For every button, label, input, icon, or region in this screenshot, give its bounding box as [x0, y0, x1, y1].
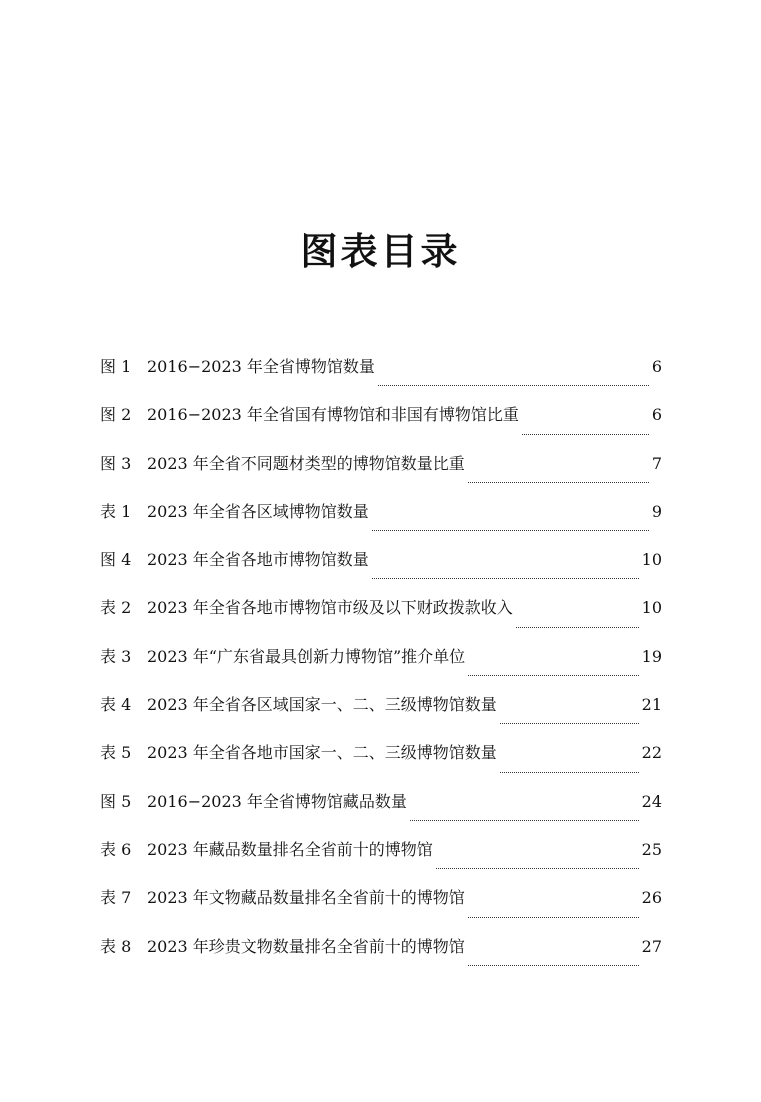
entry-label: 表 4 [100, 695, 132, 715]
entry-text: 2023 年珍贵文物数量排名全省前十的博物馆 [147, 936, 465, 956]
toc-entry[interactable] [100, 593, 662, 641]
dot-leader [500, 771, 639, 773]
figure-table-list [100, 352, 662, 980]
entry-label: 表 1 [100, 501, 132, 521]
entry-page-number: 7 [651, 453, 662, 473]
entry-label: 图 4 [100, 550, 132, 570]
entry-page-number: 22 [641, 743, 662, 763]
dot-leader [468, 481, 649, 483]
entry-page-number: 21 [641, 695, 662, 715]
dot-leader [516, 626, 639, 628]
entry-page-number: 10 [641, 550, 662, 570]
dot-leader [500, 722, 639, 724]
entry-label: 表 8 [100, 936, 132, 956]
entry-label: 表 2 [100, 598, 132, 618]
entry-page-number: 19 [641, 646, 662, 666]
entry-text: 2023 年全省不同题材类型的博物馆数量比重 [147, 453, 465, 473]
dot-leader [468, 916, 639, 918]
toc-entry[interactable] [100, 642, 662, 690]
entry-page-number: 6 [651, 405, 662, 425]
toc-entry[interactable] [100, 932, 662, 980]
entry-label: 表 7 [100, 888, 132, 908]
entry-page-number: 9 [651, 501, 662, 521]
entry-label: 表 6 [100, 839, 132, 859]
dot-leader [372, 577, 639, 579]
toc-entry[interactable] [100, 352, 662, 400]
toc-entry[interactable] [100, 787, 662, 835]
entry-text: 2023 年全省各区域博物馆数量 [147, 501, 369, 521]
dot-leader [468, 674, 638, 676]
toc-entry[interactable] [100, 497, 662, 545]
entry-text: 2023 年全省各区域国家一、二、三级博物馆数量 [147, 695, 497, 715]
entry-text: 2016−2023 年全省博物馆数量 [147, 357, 375, 376]
dot-leader [468, 964, 639, 966]
toc-entry[interactable] [100, 400, 662, 448]
toc-entry[interactable] [100, 545, 662, 593]
entry-label: 图 2 [100, 405, 132, 425]
dot-leader [522, 433, 649, 435]
entry-label: 图 5 [100, 791, 132, 811]
dot-leader [372, 529, 649, 531]
entry-text: 2023 年“广东省最具创新力博物馆”推介单位 [147, 646, 466, 666]
entry-label: 图 3 [100, 453, 132, 473]
entry-page-number: 26 [641, 888, 662, 908]
entry-text: 2016−2023 年全省博物馆藏品数量 [147, 791, 407, 811]
entry-page-number: 27 [641, 936, 662, 956]
entry-text: 2023 年全省各地市国家一、二、三级博物馆数量 [147, 743, 497, 763]
page-title: 图表目录 [300, 230, 461, 273]
entry-text: 2016−2023 年全省国有博物馆和非国有博物馆比重 [147, 405, 519, 425]
entry-label: 图 1 [100, 357, 132, 376]
entry-text: 2023 年文物藏品数量排名全省前十的博物馆 [147, 888, 465, 908]
toc-entry[interactable] [100, 690, 662, 738]
toc-entry[interactable] [100, 449, 662, 497]
entry-page-number: 24 [641, 791, 662, 811]
dot-leader [436, 867, 639, 869]
toc-entry[interactable] [100, 738, 662, 786]
entry-text: 2023 年全省各地市博物馆市级及以下财政拨款收入 [147, 598, 513, 618]
entry-text: 2023 年全省各地市博物馆数量 [147, 550, 369, 570]
toc-entry[interactable] [100, 883, 662, 931]
entry-text: 2023 年藏品数量排名全省前十的博物馆 [147, 839, 433, 859]
entry-label: 表 5 [100, 743, 132, 763]
entry-page-number: 6 [651, 357, 662, 376]
entry-page-number: 25 [641, 839, 662, 859]
entry-label: 表 3 [100, 646, 132, 666]
dot-leader [410, 819, 639, 821]
toc-entry[interactable] [100, 835, 662, 883]
dot-leader [378, 384, 649, 386]
entry-page-number: 10 [641, 598, 662, 618]
